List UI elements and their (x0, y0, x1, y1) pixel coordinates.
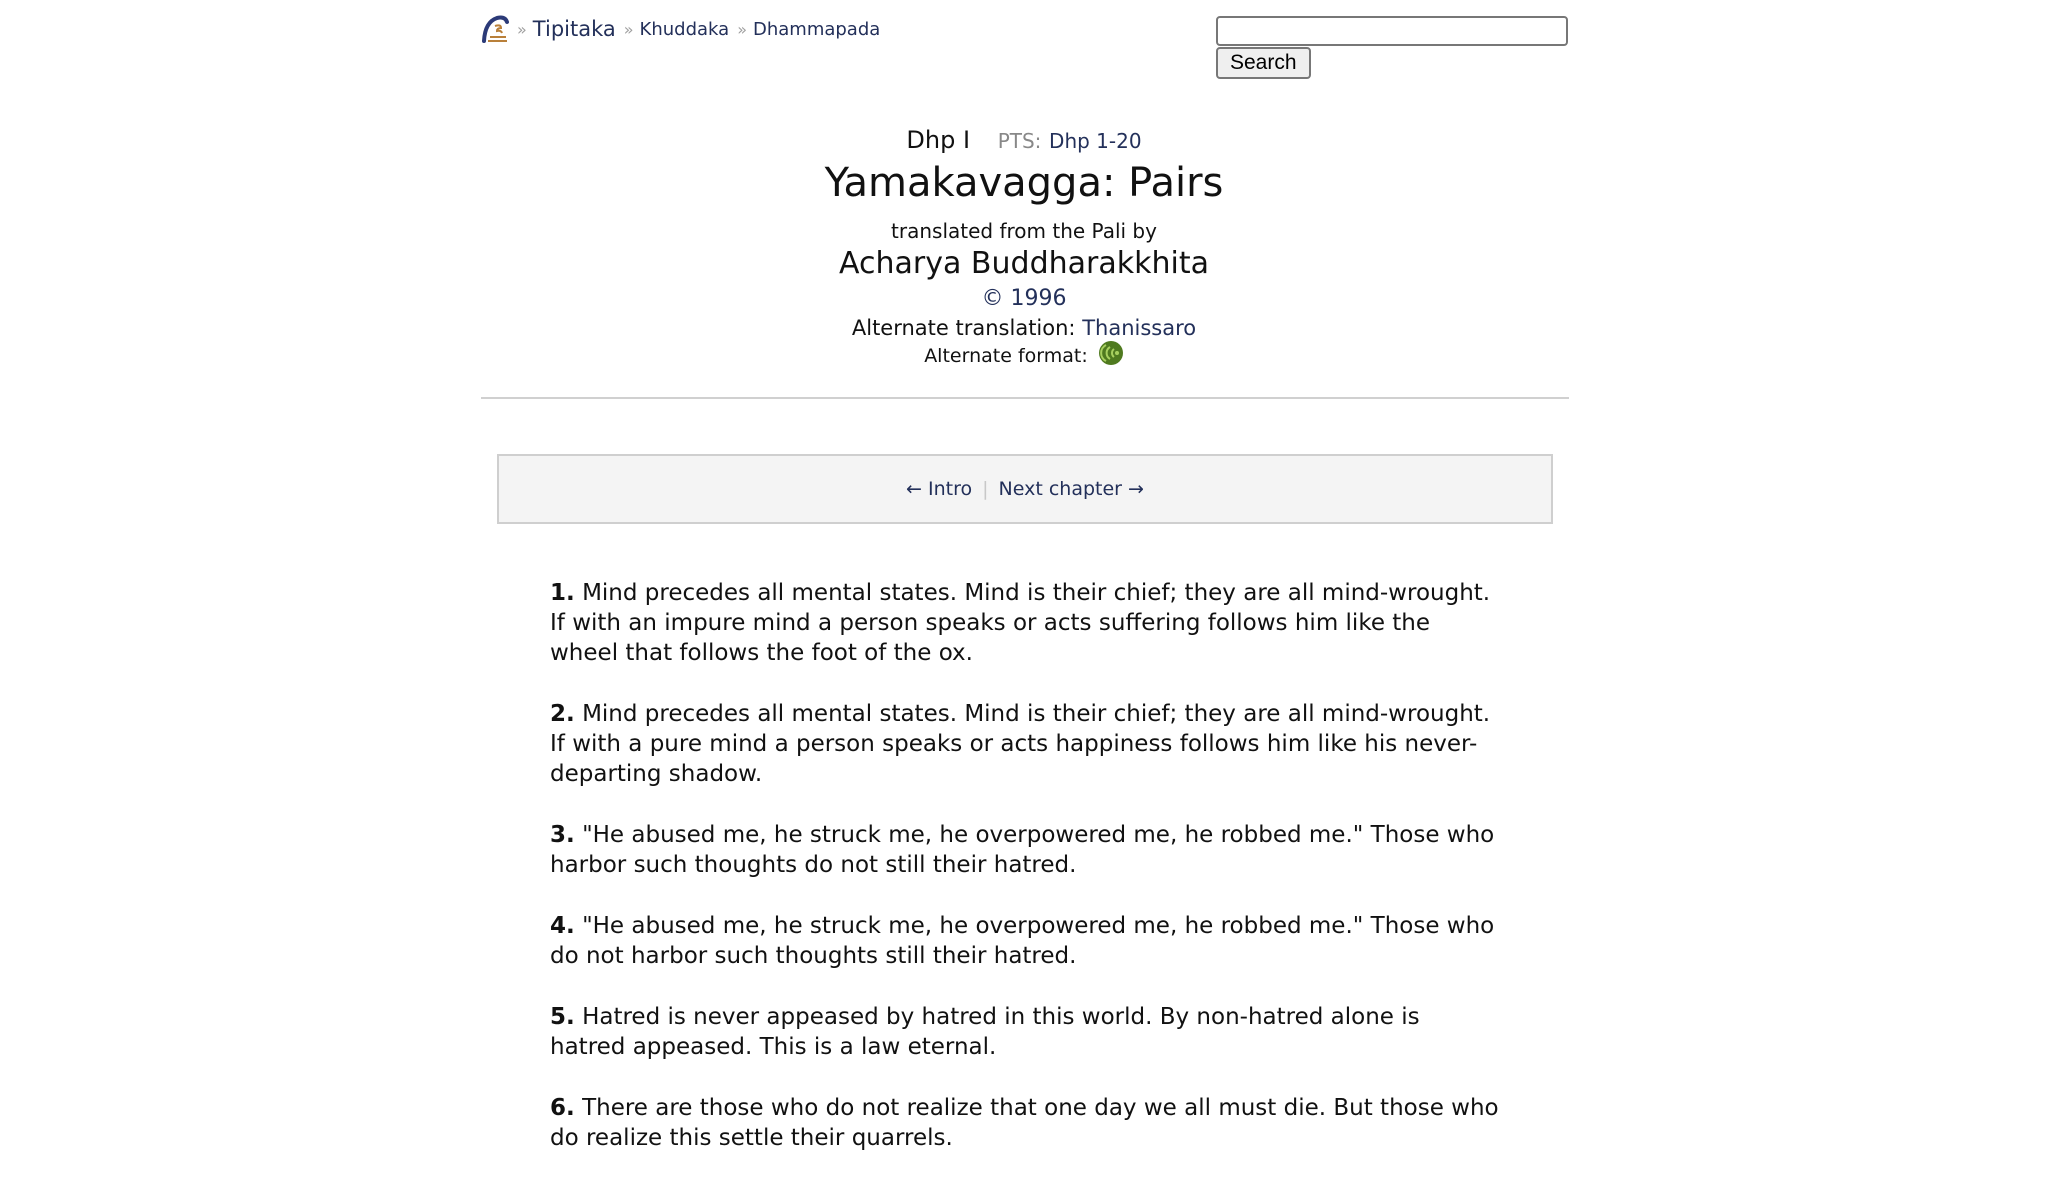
verse-6 (550, 1093, 1500, 1153)
verse-5 (550, 1002, 1500, 1062)
breadcrumb-separator: » (737, 19, 747, 39)
search-form (1216, 16, 1568, 79)
page-title: Yamakavagga: Pairs (824, 160, 1224, 206)
verse-number: 2. (550, 701, 575, 727)
chapter-navigation (497, 454, 1553, 524)
alternate-format-label: Alternate format: (924, 345, 1088, 367)
verse-number: 4. (550, 913, 575, 939)
verse-text: Hatred is never appeased by hatred in this world. By non-hatred alone is hatred appeased. This is a law eternal. (550, 1004, 1420, 1060)
breadcrumb (481, 14, 880, 44)
copyright: © 1996 (981, 286, 1067, 311)
home-logo-icon[interactable] (481, 14, 509, 44)
header-divider (481, 397, 1569, 399)
verse-3 (550, 820, 1500, 880)
translated-from: translated from the Pali by (891, 219, 1157, 243)
verses-content (550, 578, 1500, 1184)
verse-1 (550, 578, 1500, 668)
alternate-translation (0, 316, 2048, 340)
alternate-translation-link[interactable]: Thanissaro (1082, 316, 1197, 340)
breadcrumb-separator: » (623, 19, 634, 39)
verse-4 (550, 911, 1500, 971)
nav-separator: | (982, 478, 989, 500)
alternate-format (0, 340, 2048, 367)
pts-label: PTS: (997, 129, 1042, 153)
verse-number: 5. (550, 1004, 575, 1030)
verse-number: 3. (550, 822, 575, 848)
breadcrumb-khuddaka[interactable]: Khuddaka (639, 18, 730, 40)
next-chapter-link[interactable]: Next chapter → (998, 478, 1144, 500)
prev-intro-link[interactable]: ← Intro (906, 478, 973, 500)
verse-text: Mind precedes all mental states. Mind is their chief; they are all mind-wrought. If with a pure mind a person speaks or acts happiness follows him like his never-departing shadow. (550, 701, 1491, 787)
alternate-translation-label: Alternate translation: (851, 316, 1076, 340)
search-button[interactable]: Search (1216, 47, 1311, 79)
verse-2 (550, 699, 1500, 789)
section-reference (0, 126, 2048, 154)
verse-number: 1. (550, 580, 575, 606)
pts-reference: Dhp 1-20 (1049, 129, 1142, 153)
search-input[interactable] (1216, 16, 1568, 46)
breadcrumb-separator: » (517, 19, 527, 39)
breadcrumb-dhammapada[interactable]: Dhammapada (752, 18, 881, 40)
breadcrumb-tipitaka[interactable]: Tipitaka (532, 17, 616, 41)
verse-text: Mind precedes all mental states. Mind is their chief; they are all mind-wrought. If with an impure mind a person speaks or acts suffering follows him like the wheel that follows the foot of the ox. (550, 580, 1491, 666)
section-id: Dhp I (906, 126, 971, 154)
verse-text: There are those who do not realize that one day we all must die. But those who do realize this settle their quarrels. (550, 1095, 1499, 1151)
verse-number: 6. (550, 1095, 575, 1121)
translator-name: Acharya Buddharakkhita (839, 246, 1209, 281)
verse-text: "He abused me, he struck me, he overpowered me, he robbed me." Those who do not harbor such thoughts still their hatred. (550, 913, 1495, 969)
verse-text: "He abused me, he struck me, he overpowered me, he robbed me." Those who harbor such thoughts do not still their hatred. (550, 822, 1495, 878)
dhamma-talk-audio-icon[interactable] (1098, 340, 1124, 366)
